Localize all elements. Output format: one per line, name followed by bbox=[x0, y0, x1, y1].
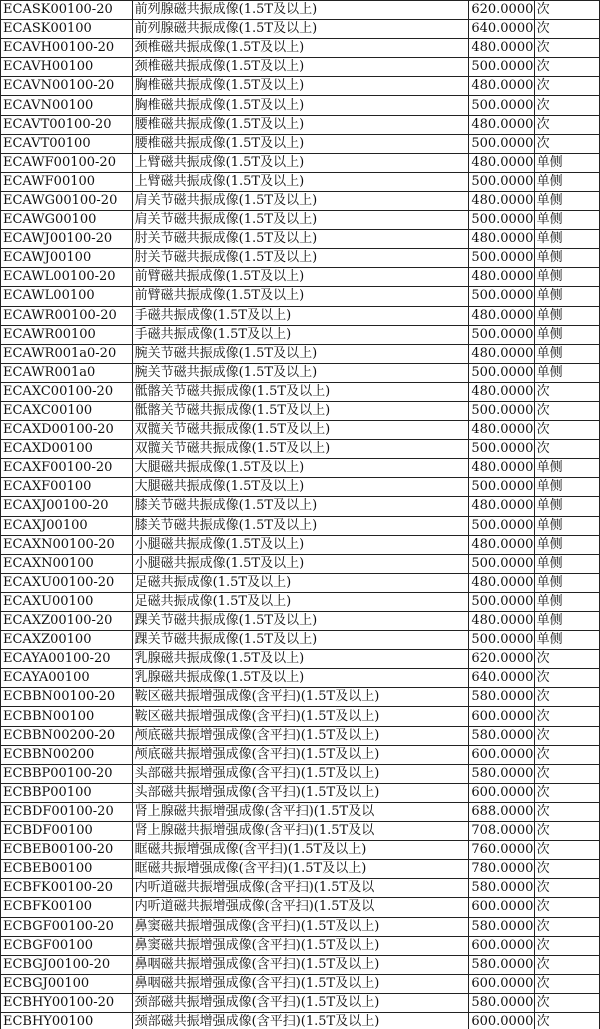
item-unit-cell: 次 bbox=[534, 688, 599, 707]
item-code-cell: ECBGF00100-20 bbox=[1, 917, 133, 936]
item-price-cell: 500.0000 bbox=[469, 249, 534, 268]
item-name-cell: 眶磁共振增强成像(含平扫)(1.5T及以上) bbox=[132, 860, 469, 879]
table-row bbox=[1, 860, 600, 879]
item-name-cell: 颈椎磁共振成像(1.5T及以上) bbox=[132, 39, 469, 58]
item-price-cell: 480.0000 bbox=[469, 344, 534, 363]
item-unit-cell: 次 bbox=[534, 726, 599, 745]
item-unit-cell: 单侧 bbox=[534, 478, 599, 497]
table-row bbox=[1, 974, 600, 993]
item-code-cell: ECBDF00100 bbox=[1, 822, 133, 841]
item-unit-cell: 单侧 bbox=[534, 191, 599, 210]
item-code-cell: ECBHY00100-20 bbox=[1, 993, 133, 1012]
item-price-cell: 780.0000 bbox=[469, 860, 534, 879]
table-row bbox=[1, 612, 600, 631]
item-price-cell: 500.0000 bbox=[469, 516, 534, 535]
item-name-cell: 膝关节磁共振成像(1.5T及以上) bbox=[132, 516, 469, 535]
item-code-cell: ECAXJ00100-20 bbox=[1, 497, 133, 516]
item-name-cell: 踝关节磁共振成像(1.5T及以上) bbox=[132, 631, 469, 650]
item-name-cell: 足磁共振成像(1.5T及以上) bbox=[132, 573, 469, 592]
item-unit-cell: 次 bbox=[534, 134, 599, 153]
item-name-cell: 小腿磁共振成像(1.5T及以上) bbox=[132, 535, 469, 554]
item-code-cell: ECAXF00100 bbox=[1, 478, 133, 497]
table-row bbox=[1, 382, 600, 401]
item-unit-cell: 次 bbox=[534, 440, 599, 459]
item-code-cell: ECBFK00100 bbox=[1, 898, 133, 917]
item-code-cell: ECBBN00100-20 bbox=[1, 688, 133, 707]
table-row bbox=[1, 955, 600, 974]
item-code-cell: ECAYA00100 bbox=[1, 669, 133, 688]
item-name-cell: 内听道磁共振增强成像(含平扫)(1.5T及以 bbox=[132, 898, 469, 917]
item-name-cell: 上臂磁共振成像(1.5T及以上) bbox=[132, 153, 469, 172]
item-name-cell: 头部磁共振增强成像(含平扫)(1.5T及以上) bbox=[132, 764, 469, 783]
item-price-cell: 500.0000 bbox=[469, 134, 534, 153]
item-code-cell: ECAVT00100 bbox=[1, 134, 133, 153]
item-name-cell: 鞍区磁共振增强成像(含平扫)(1.5T及以上) bbox=[132, 688, 469, 707]
item-code-cell: ECAVH00100-20 bbox=[1, 39, 133, 58]
item-price-cell: 580.0000 bbox=[469, 917, 534, 936]
item-price-cell: 500.0000 bbox=[469, 287, 534, 306]
item-name-cell: 颈部磁共振增强成像(含平扫)(1.5T及以上) bbox=[132, 1012, 469, 1029]
item-code-cell: ECAXU00100 bbox=[1, 592, 133, 611]
table-row bbox=[1, 363, 600, 382]
item-price-cell: 500.0000 bbox=[469, 363, 534, 382]
table-row bbox=[1, 440, 600, 459]
item-price-cell: 600.0000 bbox=[469, 783, 534, 802]
table-row bbox=[1, 879, 600, 898]
item-price-cell: 688.0000 bbox=[469, 802, 534, 821]
item-name-cell: 肩关节磁共振成像(1.5T及以上) bbox=[132, 191, 469, 210]
table-row bbox=[1, 764, 600, 783]
item-name-cell: 前列腺磁共振成像(1.5T及以上) bbox=[132, 20, 469, 39]
item-unit-cell: 次 bbox=[534, 382, 599, 401]
table-row bbox=[1, 134, 600, 153]
table-row bbox=[1, 153, 600, 172]
item-unit-cell: 次 bbox=[534, 707, 599, 726]
item-code-cell: ECAWF00100-20 bbox=[1, 153, 133, 172]
item-unit-cell: 单侧 bbox=[534, 325, 599, 344]
item-code-cell: ECAVT00100-20 bbox=[1, 115, 133, 134]
table-row bbox=[1, 96, 600, 115]
item-name-cell: 胸椎磁共振成像(1.5T及以上) bbox=[132, 96, 469, 115]
item-code-cell: ECBGJ00100 bbox=[1, 974, 133, 993]
item-unit-cell: 单侧 bbox=[534, 363, 599, 382]
item-unit-cell: 次 bbox=[534, 669, 599, 688]
item-price-cell: 480.0000 bbox=[469, 382, 534, 401]
table-row bbox=[1, 592, 600, 611]
table-row bbox=[1, 211, 600, 230]
item-price-cell: 620.0000 bbox=[469, 1, 534, 20]
table-row bbox=[1, 401, 600, 420]
item-price-cell: 640.0000 bbox=[469, 669, 534, 688]
item-name-cell: 手磁共振成像(1.5T及以上) bbox=[132, 306, 469, 325]
item-name-cell: 乳腺磁共振成像(1.5T及以上) bbox=[132, 650, 469, 669]
item-name-cell: 双髋关节磁共振成像(1.5T及以上) bbox=[132, 440, 469, 459]
item-unit-cell: 单侧 bbox=[534, 153, 599, 172]
item-price-cell: 640.0000 bbox=[469, 20, 534, 39]
item-unit-cell: 次 bbox=[534, 955, 599, 974]
item-unit-cell: 次 bbox=[534, 860, 599, 879]
item-code-cell: ECAWG00100 bbox=[1, 211, 133, 230]
table-row bbox=[1, 993, 600, 1012]
item-price-cell: 500.0000 bbox=[469, 478, 534, 497]
item-price-cell: 580.0000 bbox=[469, 879, 534, 898]
item-name-cell: 骶髂关节磁共振成像(1.5T及以上) bbox=[132, 382, 469, 401]
item-unit-cell: 单侧 bbox=[534, 268, 599, 287]
table-row bbox=[1, 650, 600, 669]
item-name-cell: 肾上腺磁共振增强成像(含平扫)(1.5T及以 bbox=[132, 802, 469, 821]
item-unit-cell: 次 bbox=[534, 39, 599, 58]
item-code-cell: ECBBP00100 bbox=[1, 783, 133, 802]
item-price-cell: 480.0000 bbox=[469, 535, 534, 554]
table-row bbox=[1, 573, 600, 592]
item-code-cell: ECBDF00100-20 bbox=[1, 802, 133, 821]
item-price-cell: 480.0000 bbox=[469, 39, 534, 58]
item-price-cell: 620.0000 bbox=[469, 650, 534, 669]
item-code-cell: ECAWJ00100 bbox=[1, 249, 133, 268]
table-row bbox=[1, 822, 600, 841]
item-unit-cell: 次 bbox=[534, 802, 599, 821]
item-code-cell: ECAWR00100-20 bbox=[1, 306, 133, 325]
item-code-cell: ECAWL00100-20 bbox=[1, 268, 133, 287]
item-unit-cell: 次 bbox=[534, 898, 599, 917]
item-price-cell: 580.0000 bbox=[469, 764, 534, 783]
item-price-cell: 600.0000 bbox=[469, 745, 534, 764]
item-name-cell: 前列腺磁共振成像(1.5T及以上) bbox=[132, 1, 469, 20]
table-row bbox=[1, 230, 600, 249]
item-price-cell: 500.0000 bbox=[469, 401, 534, 420]
table-row bbox=[1, 268, 600, 287]
item-code-cell: ECAXN00100 bbox=[1, 554, 133, 573]
item-code-cell: ECAVN00100-20 bbox=[1, 77, 133, 96]
item-code-cell: ECAWR001a0-20 bbox=[1, 344, 133, 363]
item-name-cell: 鼻窦磁共振增强成像(含平扫)(1.5T及以上) bbox=[132, 917, 469, 936]
table-row bbox=[1, 478, 600, 497]
item-unit-cell: 次 bbox=[534, 917, 599, 936]
item-code-cell: ECBBP00100-20 bbox=[1, 764, 133, 783]
table-row bbox=[1, 58, 600, 77]
table-row bbox=[1, 172, 600, 191]
item-unit-cell: 次 bbox=[534, 822, 599, 841]
item-price-cell: 600.0000 bbox=[469, 707, 534, 726]
item-code-cell: ECBBN00100 bbox=[1, 707, 133, 726]
item-unit-cell: 单侧 bbox=[534, 306, 599, 325]
item-price-cell: 500.0000 bbox=[469, 211, 534, 230]
item-code-cell: ECAWJ00100-20 bbox=[1, 230, 133, 249]
item-price-cell: 500.0000 bbox=[469, 440, 534, 459]
table-row bbox=[1, 631, 600, 650]
item-unit-cell: 单侧 bbox=[534, 230, 599, 249]
item-code-cell: ECBHY00100 bbox=[1, 1012, 133, 1029]
item-name-cell: 上臂磁共振成像(1.5T及以上) bbox=[132, 172, 469, 191]
item-unit-cell: 次 bbox=[534, 115, 599, 134]
item-name-cell: 颈椎磁共振成像(1.5T及以上) bbox=[132, 58, 469, 77]
item-unit-cell: 次 bbox=[534, 841, 599, 860]
item-name-cell: 足磁共振成像(1.5T及以上) bbox=[132, 592, 469, 611]
item-unit-cell: 单侧 bbox=[534, 612, 599, 631]
item-code-cell: ECASK00100-20 bbox=[1, 1, 133, 20]
item-code-cell: ECAXN00100-20 bbox=[1, 535, 133, 554]
table-row bbox=[1, 707, 600, 726]
item-unit-cell: 次 bbox=[534, 993, 599, 1012]
item-name-cell: 鼻咽磁共振增强成像(含平扫)(1.5T及以上) bbox=[132, 974, 469, 993]
item-unit-cell: 单侧 bbox=[534, 516, 599, 535]
item-name-cell: 腰椎磁共振成像(1.5T及以上) bbox=[132, 134, 469, 153]
item-code-cell: ECAWR001a0 bbox=[1, 363, 133, 382]
item-code-cell: ECAWL00100 bbox=[1, 287, 133, 306]
item-name-cell: 大腿磁共振成像(1.5T及以上) bbox=[132, 478, 469, 497]
table-row bbox=[1, 421, 600, 440]
item-price-cell: 600.0000 bbox=[469, 898, 534, 917]
table-row bbox=[1, 249, 600, 268]
item-name-cell: 鞍区磁共振增强成像(含平扫)(1.5T及以上) bbox=[132, 707, 469, 726]
table-row bbox=[1, 554, 600, 573]
item-unit-cell: 单侧 bbox=[534, 535, 599, 554]
item-name-cell: 腕关节磁共振成像(1.5T及以上) bbox=[132, 363, 469, 382]
item-code-cell: ECBGF00100 bbox=[1, 936, 133, 955]
item-code-cell: ECAVN00100 bbox=[1, 96, 133, 115]
item-name-cell: 头部磁共振增强成像(含平扫)(1.5T及以上) bbox=[132, 783, 469, 802]
item-price-cell: 480.0000 bbox=[469, 421, 534, 440]
item-unit-cell: 次 bbox=[534, 936, 599, 955]
item-unit-cell: 单侧 bbox=[534, 592, 599, 611]
item-code-cell: ECAWG00100-20 bbox=[1, 191, 133, 210]
table-row bbox=[1, 917, 600, 936]
item-price-cell: 760.0000 bbox=[469, 841, 534, 860]
table-row bbox=[1, 20, 600, 39]
table-row bbox=[1, 783, 600, 802]
item-price-cell: 580.0000 bbox=[469, 688, 534, 707]
item-unit-cell: 次 bbox=[534, 401, 599, 420]
item-code-cell: ECBFK00100-20 bbox=[1, 879, 133, 898]
item-price-cell: 500.0000 bbox=[469, 58, 534, 77]
table-row bbox=[1, 841, 600, 860]
item-name-cell: 颅底磁共振增强成像(含平扫)(1.5T及以上) bbox=[132, 745, 469, 764]
table-row bbox=[1, 287, 600, 306]
item-unit-cell: 单侧 bbox=[534, 211, 599, 230]
item-name-cell: 眶磁共振增强成像(含平扫)(1.5T及以上) bbox=[132, 841, 469, 860]
item-unit-cell: 次 bbox=[534, 974, 599, 993]
item-code-cell: ECAXD00100-20 bbox=[1, 421, 133, 440]
item-code-cell: ECAXU00100-20 bbox=[1, 573, 133, 592]
item-code-cell: ECAVH00100 bbox=[1, 58, 133, 77]
item-code-cell: ECAXC00100 bbox=[1, 401, 133, 420]
table-row bbox=[1, 726, 600, 745]
item-name-cell: 小腿磁共振成像(1.5T及以上) bbox=[132, 554, 469, 573]
table-row bbox=[1, 497, 600, 516]
table-row bbox=[1, 688, 600, 707]
item-unit-cell: 次 bbox=[534, 96, 599, 115]
item-code-cell: ECBBN00200-20 bbox=[1, 726, 133, 745]
item-code-cell: ECBEB00100-20 bbox=[1, 841, 133, 860]
item-price-cell: 500.0000 bbox=[469, 172, 534, 191]
table-row bbox=[1, 936, 600, 955]
item-unit-cell: 次 bbox=[534, 783, 599, 802]
item-name-cell: 肾上腺磁共振增强成像(含平扫)(1.5T及以 bbox=[132, 822, 469, 841]
item-price-cell: 480.0000 bbox=[469, 459, 534, 478]
table-row bbox=[1, 77, 600, 96]
item-name-cell: 鼻咽磁共振增强成像(含平扫)(1.5T及以上) bbox=[132, 955, 469, 974]
table-row bbox=[1, 516, 600, 535]
item-unit-cell: 单侧 bbox=[534, 287, 599, 306]
table-row bbox=[1, 535, 600, 554]
item-price-cell: 480.0000 bbox=[469, 573, 534, 592]
item-name-cell: 颅底磁共振增强成像(含平扫)(1.5T及以上) bbox=[132, 726, 469, 745]
item-code-cell: ECAXZ00100-20 bbox=[1, 612, 133, 631]
table-row bbox=[1, 459, 600, 478]
item-name-cell: 鼻窦磁共振增强成像(含平扫)(1.5T及以上) bbox=[132, 936, 469, 955]
item-price-cell: 500.0000 bbox=[469, 631, 534, 650]
item-unit-cell: 次 bbox=[534, 764, 599, 783]
item-code-cell: ECAXZ00100 bbox=[1, 631, 133, 650]
item-code-cell: ECAYA00100-20 bbox=[1, 650, 133, 669]
item-name-cell: 骶髂关节磁共振成像(1.5T及以上) bbox=[132, 401, 469, 420]
table-row bbox=[1, 39, 600, 58]
item-name-cell: 肘关节磁共振成像(1.5T及以上) bbox=[132, 230, 469, 249]
item-unit-cell: 次 bbox=[534, 650, 599, 669]
item-price-cell: 480.0000 bbox=[469, 230, 534, 249]
table-row bbox=[1, 191, 600, 210]
table-row bbox=[1, 306, 600, 325]
item-price-cell: 480.0000 bbox=[469, 77, 534, 96]
item-name-cell: 腰椎磁共振成像(1.5T及以上) bbox=[132, 115, 469, 134]
item-unit-cell: 次 bbox=[534, 58, 599, 77]
item-unit-cell: 次 bbox=[534, 879, 599, 898]
table-row bbox=[1, 898, 600, 917]
item-unit-cell: 单侧 bbox=[534, 554, 599, 573]
item-price-cell: 480.0000 bbox=[469, 497, 534, 516]
item-name-cell: 肘关节磁共振成像(1.5T及以上) bbox=[132, 249, 469, 268]
item-code-cell: ECASK00100 bbox=[1, 20, 133, 39]
item-unit-cell: 次 bbox=[534, 421, 599, 440]
item-price-cell: 480.0000 bbox=[469, 191, 534, 210]
item-price-cell: 500.0000 bbox=[469, 325, 534, 344]
table-row bbox=[1, 802, 600, 821]
item-unit-cell: 次 bbox=[534, 20, 599, 39]
item-price-cell: 600.0000 bbox=[469, 936, 534, 955]
item-code-cell: ECAWR00100 bbox=[1, 325, 133, 344]
table-row bbox=[1, 325, 600, 344]
item-price-cell: 480.0000 bbox=[469, 115, 534, 134]
table-row bbox=[1, 745, 600, 764]
item-price-cell: 500.0000 bbox=[469, 592, 534, 611]
table-row bbox=[1, 115, 600, 134]
item-code-cell: ECBEB00100 bbox=[1, 860, 133, 879]
item-price-cell: 580.0000 bbox=[469, 993, 534, 1012]
item-price-cell: 480.0000 bbox=[469, 612, 534, 631]
item-unit-cell: 单侧 bbox=[534, 249, 599, 268]
item-unit-cell: 单侧 bbox=[534, 344, 599, 363]
table-row bbox=[1, 1, 600, 20]
item-price-cell: 480.0000 bbox=[469, 306, 534, 325]
item-name-cell: 前臂磁共振成像(1.5T及以上) bbox=[132, 268, 469, 287]
item-name-cell: 内听道磁共振增强成像(含平扫)(1.5T及以 bbox=[132, 879, 469, 898]
item-code-cell: ECAXD00100 bbox=[1, 440, 133, 459]
item-price-cell: 600.0000 bbox=[469, 1012, 534, 1029]
item-name-cell: 手磁共振成像(1.5T及以上) bbox=[132, 325, 469, 344]
item-price-cell: 708.0000 bbox=[469, 822, 534, 841]
item-name-cell: 胸椎磁共振成像(1.5T及以上) bbox=[132, 77, 469, 96]
price-table-body bbox=[1, 1, 600, 1029]
item-code-cell: ECAXJ00100 bbox=[1, 516, 133, 535]
item-unit-cell: 单侧 bbox=[534, 172, 599, 191]
item-unit-cell: 次 bbox=[534, 745, 599, 764]
item-price-cell: 580.0000 bbox=[469, 726, 534, 745]
table-row bbox=[1, 344, 600, 363]
item-unit-cell: 次 bbox=[534, 1, 599, 20]
item-name-cell: 膝关节磁共振成像(1.5T及以上) bbox=[132, 497, 469, 516]
item-unit-cell: 次 bbox=[534, 1012, 599, 1029]
item-name-cell: 双髋关节磁共振成像(1.5T及以上) bbox=[132, 421, 469, 440]
item-name-cell: 腕关节磁共振成像(1.5T及以上) bbox=[132, 344, 469, 363]
item-name-cell: 颈部磁共振增强成像(含平扫)(1.5T及以上) bbox=[132, 993, 469, 1012]
item-unit-cell: 单侧 bbox=[534, 497, 599, 516]
item-price-cell: 480.0000 bbox=[469, 268, 534, 287]
item-code-cell: ECAWF00100 bbox=[1, 172, 133, 191]
item-name-cell: 前臂磁共振成像(1.5T及以上) bbox=[132, 287, 469, 306]
table-row bbox=[1, 669, 600, 688]
item-name-cell: 踝关节磁共振成像(1.5T及以上) bbox=[132, 612, 469, 631]
item-code-cell: ECAXF00100-20 bbox=[1, 459, 133, 478]
item-unit-cell: 单侧 bbox=[534, 631, 599, 650]
item-code-cell: ECAXC00100-20 bbox=[1, 382, 133, 401]
item-unit-cell: 次 bbox=[534, 77, 599, 96]
item-price-cell: 580.0000 bbox=[469, 955, 534, 974]
item-unit-cell: 单侧 bbox=[534, 573, 599, 592]
item-unit-cell: 单侧 bbox=[534, 459, 599, 478]
item-name-cell: 乳腺磁共振成像(1.5T及以上) bbox=[132, 669, 469, 688]
table-row bbox=[1, 1012, 600, 1029]
item-price-cell: 500.0000 bbox=[469, 96, 534, 115]
item-code-cell: ECBGJ00100-20 bbox=[1, 955, 133, 974]
item-name-cell: 大腿磁共振成像(1.5T及以上) bbox=[132, 459, 469, 478]
item-code-cell: ECBBN00200 bbox=[1, 745, 133, 764]
item-price-cell: 480.0000 bbox=[469, 153, 534, 172]
item-name-cell: 肩关节磁共振成像(1.5T及以上) bbox=[132, 211, 469, 230]
item-price-cell: 500.0000 bbox=[469, 554, 534, 573]
item-price-cell: 600.0000 bbox=[469, 974, 534, 993]
